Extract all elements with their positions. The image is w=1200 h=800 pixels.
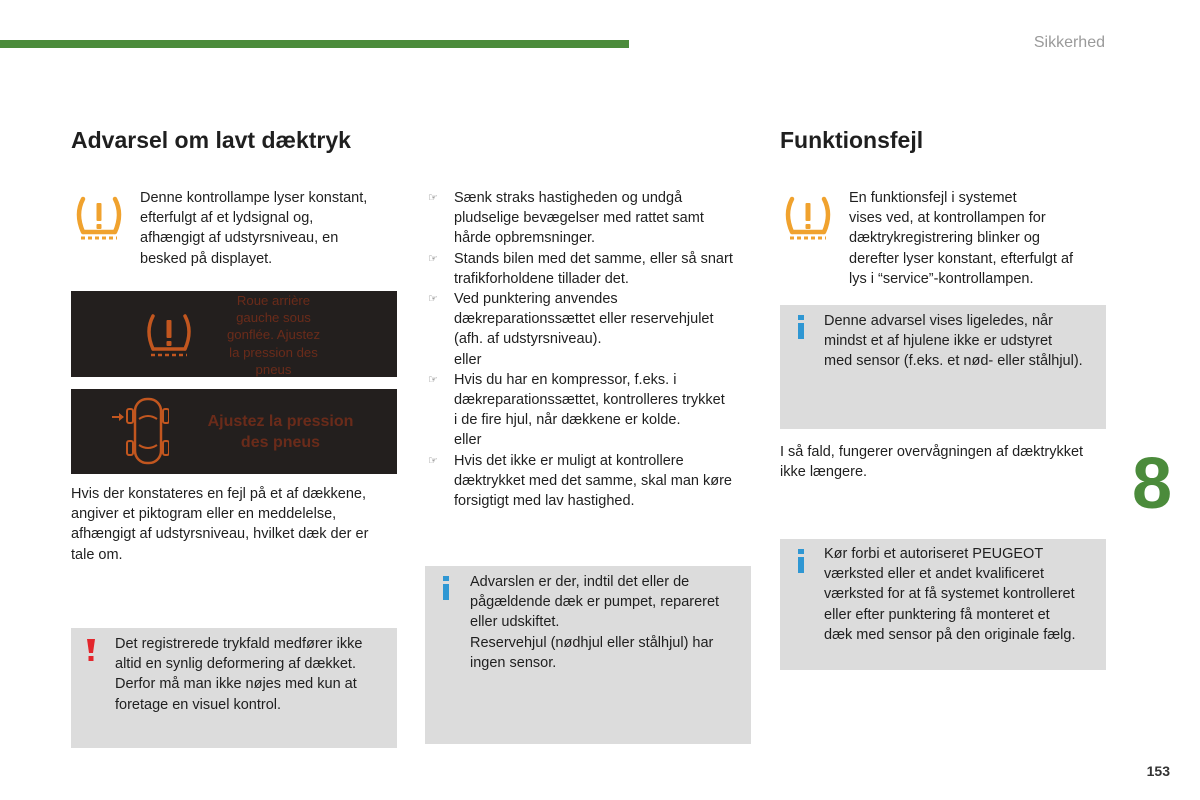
warning-box [71,628,397,748]
info-text-right-2: Kør forbi et autoriseret PEUGEOT værksted eller et andet kvalificeret værksted for at få systemet kontrolleret eller efter punktering få monteret et dæk med sensor på den originale fælg. [824,546,1076,643]
left-heading: Advarsel om lavt dæktryk [71,127,351,153]
or-separator: eller [454,351,482,368]
list-item: ☞ Ved punktering anvendes dækreparationssættet eller reservehjulet (afh. af udstyrsniveau). eller [426,289,761,370]
list-item: ☞ Sænk straks hastigheden og undgå pludselige bevægelser med rattet samt hårde opbremsninger. [428,190,704,247]
info-box-right-2 [780,539,1106,670]
instruction-list [426,188,761,511]
left-fault-paragraph: Hvis der konstateres en fejl på et af dækkene, angiver et piktogram eller en meddelelse, afhængigt af udstyrsniveau, hvilket dæk der er tale om. [71,486,369,563]
tyre-pressure-warning-icon [71,194,127,242]
pointing-hand-icon: ☞ [428,454,438,467]
warning-text: Det registrerede trykfald medfører ikke altid en synlig deformering af dækket. Derfor må man ikke nøjes med kun at foretage en visuel kontrol. [115,636,363,713]
right-lamp-text: En funktionsfejl i systemet vises ved, at kontrollampen for dæktrykregistrering blinker og derefter lyser konstant, efterfulgt af lys i “service”-kontrollampen. [849,190,1074,287]
info-text-middle: Advarslen er der, indtil det eller de pågældende dæk er pumpet, repareret eller udskiftet. Reservehjul (nødhjul eller stålhjul) har ingen sensor. [470,574,720,671]
info-text-right-1: Denne advarsel vises ligeledes, når mindst et af hjulene ikke er udstyret med sensor (f.eks. et nød- eller stålhjul). [824,313,1083,370]
left-lamp-text: Denne kontrollampe lyser konstant, efterfulgt af et lydsignal og, afhængigt af udstyrsniveau, en besked på displayet. [140,190,368,267]
right-heading: Funktionsfejl [780,127,924,153]
exclamation-icon [85,638,97,662]
or-separator: eller [454,432,482,449]
chapter-number: 8 [1131,444,1172,524]
list-item: ☞ Hvis du har en kompressor, f.eks. i dækreparationssættet, kontrolleres trykket i de fire hjul, når dækkene er kolde. eller [426,370,761,451]
info-box-right-1 [780,305,1106,429]
display-screen-message [71,291,397,377]
list-item: ☞ Hvis det ikke er muligt at kontrollere dæktrykket med det samme, skal man køre forsigtigt med lav hastighed. [428,452,732,510]
list-item: ☞ Stands bilen med det samme, eller så snart trafikforholdene tillader det. [428,250,733,287]
tyre-pressure-warning-icon [780,194,836,242]
pointing-hand-icon: ☞ [428,293,438,306]
info-box-middle [425,566,751,744]
display-tyre-warning-icon [141,311,197,359]
car-top-view-icon [109,395,169,469]
pointing-hand-icon: ☞ [428,252,438,265]
header-accent-bar [0,40,629,48]
page-number: 153 [1146,763,1170,779]
display-screen-car [71,389,397,474]
info-icon [796,315,806,339]
section-title: Sikkerhed [1033,34,1105,51]
display-message-text: Roue arrière gauche sous gonflée. Ajustez la pression des pneus [226,293,321,377]
info-icon [441,576,451,600]
info-icon [796,549,806,573]
pointing-hand-icon: ☞ [428,373,438,386]
right-paragraph: I så fald, fungerer overvågningen af dæktrykket ikke længere. [780,444,1084,481]
display-car-message-text: Ajustez la pression des pneus [207,413,354,451]
pointing-hand-icon: ☞ [428,192,438,204]
